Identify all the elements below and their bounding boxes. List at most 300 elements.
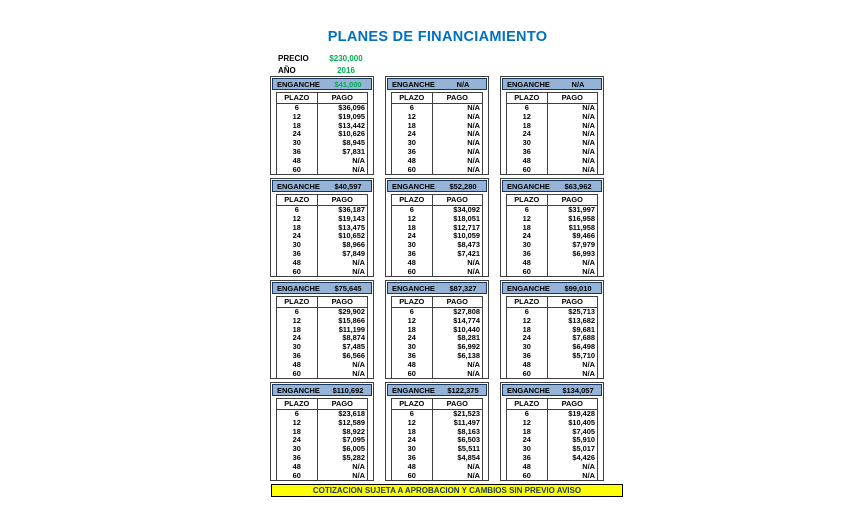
pago-cell: N/A	[352, 359, 365, 369]
ano-row	[278, 64, 372, 76]
pago-cell: N/A	[467, 461, 480, 471]
pago-cell: $31,997	[568, 205, 595, 214]
pago-cell: $9,681	[572, 324, 595, 334]
pago-cell: $7,485	[342, 342, 365, 352]
pago-cell: $8,922	[342, 426, 365, 436]
plazo-cell: 30	[277, 139, 318, 148]
pago-cell: $27,808	[453, 307, 480, 316]
plazo-cell: 30	[392, 241, 433, 250]
payment-table	[506, 194, 598, 277]
payment-row	[507, 268, 597, 277]
plan-table	[385, 280, 489, 379]
enganche-label: ENGANCHE	[392, 181, 435, 191]
pago-cell: N/A	[467, 164, 480, 174]
pago-cell: N/A	[582, 470, 595, 480]
pago-cell: N/A	[352, 257, 365, 267]
payment-table	[506, 296, 598, 379]
enganche-header	[272, 78, 372, 90]
plazo-cell: 48	[392, 259, 433, 268]
plazo-cell: 18	[277, 224, 318, 233]
plazo-cell: 60	[392, 472, 433, 481]
plazo-cell: 48	[277, 259, 318, 268]
pago-cell: $10,059	[453, 231, 480, 241]
payment-table-body	[392, 104, 482, 174]
payment-table-body	[507, 410, 597, 480]
pago-cell: $7,979	[572, 240, 595, 250]
plazo-cell: 24	[507, 334, 548, 343]
plazo-cell: 36	[507, 352, 548, 361]
plazo-cell: 18	[392, 428, 433, 437]
payment-table	[276, 92, 368, 175]
pago-cell: $34,092	[453, 205, 480, 214]
plazo-cell: 6	[392, 308, 433, 317]
plazo-cell: 36	[507, 250, 548, 259]
plan-table	[270, 76, 374, 175]
plazo-cell: 60	[507, 166, 548, 175]
pago-column-header: PAGO	[446, 297, 468, 306]
pago-cell: $10,652	[338, 231, 365, 241]
plazo-cell: 30	[277, 241, 318, 250]
pago-cell: N/A	[467, 368, 480, 378]
pago-column-header: PAGO	[561, 399, 583, 408]
plazo-cell: 12	[392, 215, 433, 224]
payment-table	[506, 398, 598, 481]
plazo-cell: 24	[277, 130, 318, 139]
plazo-cell: 48	[507, 463, 548, 472]
pago-cell: N/A	[582, 164, 595, 174]
pago-column-header: PAGO	[446, 195, 468, 204]
pago-cell: $8,945	[342, 138, 365, 148]
plazo-cell: 18	[392, 224, 433, 233]
enganche-value: $75,645	[334, 283, 362, 293]
pago-cell: $11,958	[568, 222, 595, 232]
payment-row	[277, 268, 367, 277]
pago-cell: $7,831	[342, 146, 365, 156]
pago-cell: $8,163	[457, 426, 480, 436]
plazo-cell: 12	[277, 215, 318, 224]
pago-cell: N/A	[467, 470, 480, 480]
payment-row	[392, 472, 482, 481]
pago-cell: $19,143	[338, 213, 365, 223]
pago-cell: $5,511	[457, 444, 480, 454]
plazo-column-header: PLAZO	[507, 399, 548, 409]
plan-table	[500, 76, 604, 175]
pago-column-header: PAGO	[561, 93, 583, 102]
plazo-cell: 12	[507, 113, 548, 122]
pago-cell: N/A	[582, 146, 595, 156]
plazo-cell: 6	[507, 308, 548, 317]
plazo-cell: 48	[507, 157, 548, 166]
plazo-cell: 36	[277, 148, 318, 157]
enganche-label: ENGANCHE	[507, 283, 550, 293]
plan-table	[270, 382, 374, 481]
pago-cell: $18,051	[453, 213, 480, 223]
pago-cell: $6,992	[457, 342, 480, 352]
plazo-cell: 6	[277, 104, 318, 113]
payment-table-body	[277, 410, 367, 480]
enganche-value: $87,327	[449, 283, 477, 293]
pago-cell: $6,566	[342, 350, 365, 360]
plazo-column-header: PLAZO	[507, 93, 548, 103]
pago-column-header: PAGO	[446, 93, 468, 102]
plazo-column-header: PLAZO	[392, 195, 433, 205]
plazo-column-header: PLAZO	[392, 399, 433, 409]
pago-column-header: PAGO	[331, 297, 353, 306]
pago-cell: $6,005	[342, 444, 365, 454]
pago-cell: N/A	[352, 155, 365, 165]
enganche-value: $41,000	[334, 79, 362, 89]
pago-cell: $8,473	[457, 240, 480, 250]
pago-cell: $15,866	[338, 315, 365, 325]
payment-row	[277, 472, 367, 481]
plazo-column-header: PLAZO	[277, 93, 318, 103]
plazo-cell: 12	[392, 419, 433, 428]
payment-table-body	[392, 206, 482, 276]
plazo-cell: 6	[392, 104, 433, 113]
plazo-cell: 6	[392, 206, 433, 215]
plan-table	[270, 178, 374, 277]
plan-table	[270, 280, 374, 379]
plazo-cell: 48	[392, 361, 433, 370]
pago-cell: $19,428	[568, 409, 595, 418]
enganche-header	[387, 180, 487, 192]
plazo-cell: 6	[277, 206, 318, 215]
pago-cell: N/A	[467, 111, 480, 121]
payment-table	[391, 194, 483, 277]
pago-cell: $25,713	[568, 307, 595, 316]
pago-cell: N/A	[467, 257, 480, 267]
plazo-cell: 60	[507, 472, 548, 481]
payment-row	[392, 166, 482, 175]
pago-cell: $23,618	[338, 409, 365, 418]
pago-cell: N/A	[467, 359, 480, 369]
enganche-label: ENGANCHE	[392, 79, 435, 89]
pago-cell: N/A	[582, 461, 595, 471]
enganche-value: $110,692	[332, 385, 364, 395]
plazo-cell: 60	[392, 166, 433, 175]
pago-cell: $5,910	[572, 435, 595, 445]
plazo-cell: 30	[507, 139, 548, 148]
pago-cell: $4,426	[572, 452, 595, 462]
pago-cell: $8,874	[342, 333, 365, 343]
enganche-header	[502, 282, 602, 294]
pago-cell: N/A	[352, 461, 365, 471]
pago-cell: $7,405	[572, 426, 595, 436]
enganche-value: $52,280	[449, 181, 477, 191]
pago-cell: $10,440	[453, 324, 480, 334]
plazo-cell: 36	[392, 148, 433, 157]
page-title: PLANES DE FINANCIAMIENTO	[327, 29, 548, 45]
pago-column-header: PAGO	[331, 93, 353, 102]
pago-cell: N/A	[582, 368, 595, 378]
plazo-cell: 48	[277, 361, 318, 370]
pago-cell: N/A	[582, 266, 595, 276]
enganche-value: $122,375	[447, 385, 479, 395]
plazo-cell: 30	[507, 241, 548, 250]
enganche-header	[502, 78, 602, 90]
pago-cell: N/A	[582, 138, 595, 148]
payment-table-body	[507, 104, 597, 174]
plazo-cell: 18	[392, 326, 433, 335]
pago-cell: N/A	[352, 164, 365, 174]
pago-cell: $12,717	[453, 222, 480, 232]
payment-table-body	[507, 308, 597, 378]
pago-cell: $11,199	[338, 324, 365, 334]
pago-cell: N/A	[352, 266, 365, 276]
pago-column-header: PAGO	[331, 399, 353, 408]
pago-cell: $12,589	[338, 417, 365, 427]
plazo-column-header: PLAZO	[277, 195, 318, 205]
plazo-cell: 6	[277, 308, 318, 317]
payment-table-body	[277, 308, 367, 378]
enganche-label: ENGANCHE	[507, 181, 550, 191]
enganche-header	[387, 78, 487, 90]
pago-cell: $13,442	[338, 120, 365, 130]
payment-row	[392, 268, 482, 277]
payment-table-body	[507, 206, 597, 276]
payment-table	[506, 92, 598, 175]
enganche-value: $63,962	[564, 181, 592, 191]
plans-grid	[270, 76, 604, 481]
enganche-label: ENGANCHE	[392, 385, 435, 395]
plazo-column-header: PLAZO	[277, 297, 318, 307]
plazo-cell: 48	[277, 157, 318, 166]
pago-cell: N/A	[582, 257, 595, 267]
enganche-header	[272, 180, 372, 192]
pago-cell: $13,475	[338, 222, 365, 232]
plazo-cell: 12	[277, 419, 318, 428]
pago-column-header: PAGO	[561, 297, 583, 306]
plazo-cell: 30	[392, 139, 433, 148]
enganche-value: N/A	[571, 79, 585, 89]
footer-banner: COTIZACION SUJETA A APROBACION Y CAMBIOS SIN PREVIO AVISO	[271, 484, 623, 497]
plazo-cell: 24	[392, 334, 433, 343]
plazo-cell: 12	[507, 215, 548, 224]
plazo-cell: 36	[277, 250, 318, 259]
plazo-cell: 24	[507, 232, 548, 241]
plazo-cell: 36	[277, 352, 318, 361]
pago-cell: N/A	[352, 470, 365, 480]
precio-label: PRECIO	[278, 53, 309, 63]
payment-table	[276, 194, 368, 277]
pago-cell: $36,096	[338, 103, 365, 112]
payment-table	[391, 296, 483, 379]
plan-table	[500, 382, 604, 481]
payment-table-body	[277, 206, 367, 276]
plazo-column-header: PLAZO	[507, 297, 548, 307]
ano-value: 2016	[337, 65, 355, 75]
pago-cell: N/A	[582, 111, 595, 121]
enganche-label: ENGANCHE	[507, 79, 550, 89]
plazo-cell: 60	[392, 268, 433, 277]
pago-cell: N/A	[467, 138, 480, 148]
plazo-cell: 12	[507, 317, 548, 326]
enganche-header	[502, 180, 602, 192]
pago-cell: $5,017	[572, 444, 595, 454]
pago-cell: N/A	[467, 120, 480, 130]
plazo-cell: 6	[277, 410, 318, 419]
plazo-cell: 24	[392, 130, 433, 139]
payment-table	[391, 92, 483, 175]
plazo-cell: 60	[507, 268, 548, 277]
plan-table	[385, 382, 489, 481]
pago-cell: $14,774	[453, 315, 480, 325]
plazo-cell: 30	[392, 343, 433, 352]
payment-table	[391, 398, 483, 481]
plazo-cell: 60	[277, 268, 318, 277]
enganche-header	[502, 384, 602, 396]
plazo-cell: 60	[392, 370, 433, 379]
enganche-label: ENGANCHE	[277, 181, 320, 191]
payment-row	[392, 370, 482, 379]
plazo-cell: 30	[392, 445, 433, 454]
plazo-cell: 60	[277, 166, 318, 175]
payment-table	[276, 398, 368, 481]
plazo-cell: 48	[507, 361, 548, 370]
enganche-header	[387, 384, 487, 396]
plazo-cell: 36	[507, 454, 548, 463]
pago-cell: $21,523	[453, 409, 480, 418]
payment-row	[507, 166, 597, 175]
plazo-cell: 30	[507, 445, 548, 454]
pago-cell: $5,710	[572, 350, 595, 360]
pago-cell: $8,281	[457, 333, 480, 343]
pago-cell: $7,095	[342, 435, 365, 445]
payment-table-body	[277, 104, 367, 174]
plazo-cell: 24	[507, 130, 548, 139]
pago-cell: N/A	[467, 146, 480, 156]
plazo-cell: 60	[507, 370, 548, 379]
plazo-cell: 24	[277, 436, 318, 445]
plazo-cell: 12	[392, 113, 433, 122]
plazo-cell: 36	[392, 454, 433, 463]
pago-column-header: PAGO	[446, 399, 468, 408]
plazo-cell: 18	[507, 326, 548, 335]
enganche-value: $134,057	[562, 385, 594, 395]
pago-cell: $6,503	[457, 435, 480, 445]
plazo-cell: 48	[507, 259, 548, 268]
enganche-label: ENGANCHE	[277, 79, 320, 89]
pago-cell: N/A	[582, 129, 595, 139]
pago-column-header: PAGO	[561, 195, 583, 204]
pago-cell: $6,993	[572, 248, 595, 258]
ano-label: AÑO	[278, 65, 296, 75]
enganche-value: $99,010	[564, 283, 592, 293]
pago-cell: $6,138	[457, 350, 480, 360]
pago-cell: $10,405	[568, 417, 595, 427]
pago-cell: N/A	[582, 359, 595, 369]
plazo-cell: 18	[277, 122, 318, 131]
pago-cell: $10,626	[338, 129, 365, 139]
enganche-header	[272, 282, 372, 294]
plan-table	[500, 178, 604, 277]
plazo-column-header: PLAZO	[392, 297, 433, 307]
plazo-cell: 60	[277, 472, 318, 481]
plazo-cell: 36	[507, 148, 548, 157]
plazo-cell: 6	[507, 104, 548, 113]
pago-cell: $7,849	[342, 248, 365, 258]
plazo-column-header: PLAZO	[507, 195, 548, 205]
enganche-header	[272, 384, 372, 396]
pago-cell: N/A	[582, 120, 595, 130]
plazo-cell: 12	[392, 317, 433, 326]
plazo-cell: 30	[507, 343, 548, 352]
pago-cell: N/A	[467, 129, 480, 139]
price-info	[278, 52, 372, 76]
plazo-cell: 6	[507, 410, 548, 419]
precio-value: $230,000	[329, 53, 363, 63]
plazo-cell: 18	[507, 122, 548, 131]
enganche-label: ENGANCHE	[277, 283, 320, 293]
plan-table	[385, 178, 489, 277]
plazo-cell: 24	[392, 232, 433, 241]
plazo-cell: 30	[277, 343, 318, 352]
payment-row	[277, 370, 367, 379]
plazo-cell: 18	[507, 428, 548, 437]
enganche-label: ENGANCHE	[392, 283, 435, 293]
plazo-cell: 12	[507, 419, 548, 428]
pago-cell: N/A	[467, 103, 480, 112]
plazo-cell: 24	[277, 334, 318, 343]
enganche-label: ENGANCHE	[507, 385, 550, 395]
plazo-cell: 30	[277, 445, 318, 454]
plazo-cell: 48	[277, 463, 318, 472]
plazo-cell: 24	[392, 436, 433, 445]
plazo-cell: 24	[277, 232, 318, 241]
payment-table	[276, 296, 368, 379]
plazo-column-header: PLAZO	[392, 93, 433, 103]
plazo-cell: 48	[392, 463, 433, 472]
pago-cell: $19,095	[338, 111, 365, 121]
plazo-cell: 12	[277, 113, 318, 122]
plazo-cell: 6	[392, 410, 433, 419]
pago-cell: $7,421	[457, 248, 480, 258]
pago-cell: $16,958	[568, 213, 595, 223]
pago-cell: $5,282	[342, 452, 365, 462]
pago-cell: $9,466	[572, 231, 595, 241]
precio-row	[278, 52, 372, 64]
pago-cell: $11,497	[453, 417, 480, 427]
pago-cell: N/A	[582, 103, 595, 112]
plazo-cell: 36	[277, 454, 318, 463]
pago-column-header: PAGO	[331, 195, 353, 204]
plazo-cell: 18	[277, 428, 318, 437]
payment-table-body	[392, 308, 482, 378]
plazo-cell: 36	[392, 250, 433, 259]
plazo-cell: 60	[277, 370, 318, 379]
pago-cell: $29,902	[338, 307, 365, 316]
enganche-value: N/A	[456, 79, 470, 89]
pago-cell: $7,688	[572, 333, 595, 343]
payment-row	[277, 166, 367, 175]
payment-row	[507, 472, 597, 481]
pago-cell: $36,187	[338, 205, 365, 214]
enganche-header	[387, 282, 487, 294]
payment-row	[507, 370, 597, 379]
plazo-cell: 24	[507, 436, 548, 445]
plazo-cell: 18	[277, 326, 318, 335]
plan-table	[500, 280, 604, 379]
pago-cell: $6,498	[572, 342, 595, 352]
pago-cell: N/A	[582, 155, 595, 165]
pago-cell: $13,682	[568, 315, 595, 325]
pago-cell: N/A	[467, 266, 480, 276]
pago-cell: N/A	[352, 368, 365, 378]
plan-table	[385, 76, 489, 175]
plazo-cell: 48	[392, 157, 433, 166]
plazo-cell: 6	[507, 206, 548, 215]
plazo-cell: 18	[392, 122, 433, 131]
